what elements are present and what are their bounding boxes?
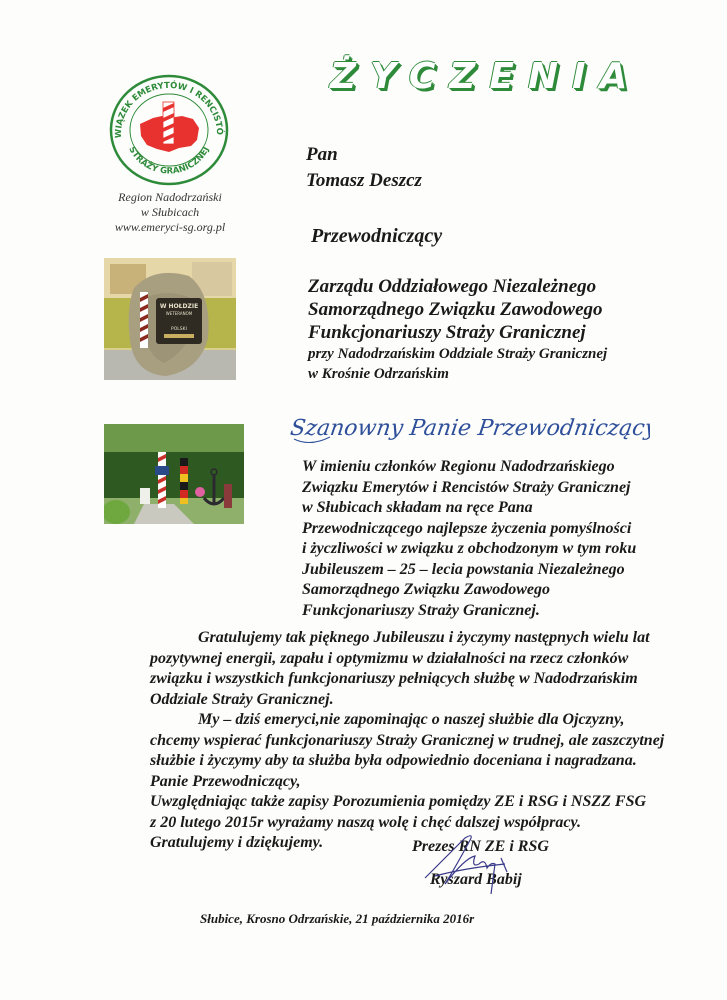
paragraph-line: My – dziś emeryci,nie zapominając o naszej służbie dla Ojczyzny, [198,711,625,728]
paragraph-line: Jubileuszem – 25 – lecia powstania Niezależnego [302,560,625,578]
recipient-position: Przewodniczący [311,225,443,247]
paragraph-line: służbie i życzymy aby ta służba była odpowiednio doceniana i nagradzana. [150,752,637,769]
plaque-text-3: POLSKI [171,327,187,332]
org-line: Funkcjonariuszy Straży Granicznej [308,322,586,343]
association-logo [107,72,231,188]
paragraph-line: Gratulujemy tak pięknego Jubileuszu i życzymy następnych wielu lat [198,629,650,646]
paragraph-line: Oddziale Straży Granicznej. [150,690,334,708]
plaque-text-1: W HOŁDZIE [159,303,199,310]
paragraph-line: pozytywnej energii, zapału i optymizmu w działalności na rzecz członków [150,649,629,667]
paragraph-line: Przewodniczącego najlepsze życzenia pomyślności [302,519,632,537]
region-city: w Słubicach [140,205,200,219]
paragraph-line: Panie Przewodniczący, [150,772,301,790]
org-line: Samorządnego Związku Zawodowego [308,299,603,320]
handwritten-greeting-text: Szanowny Panie Przewodniczący, [290,415,650,441]
org-sub-line: przy Nadodrzańskim Oddziale Straży Granicznej [308,346,608,362]
paragraph-line: W imieniu członków Regionu Nadodrzańskiego [302,458,615,475]
logo-ring-text-bottom: STRAŻY GRANICZNEJ [126,145,212,177]
monument-photo [104,258,236,380]
org-sub-line: w Krośnie Odrzańskim [308,366,449,382]
region-info [95,190,245,235]
paragraph-line: chcemy wspierać funkcjonariuszy Straży Granicznej w trudnej, ale zaszczytnej [150,731,665,749]
region-name: Region Nadodrzański [118,190,222,204]
paragraph-wishes [150,628,690,854]
paragraph-line: i życzliwości w związku z obchodzonym w tym roku [302,540,637,557]
paragraph-line: związku i wszystkich funkcjonariuszy pełniących służbę w Nadodrzańskim [150,670,638,687]
paragraph-line: Gratulujemy i dziękujemy. [150,834,324,851]
signatory-name: Ryszard Babij [430,871,522,888]
region-website[interactable]: www.emeryci-sg.org.pl [114,220,226,234]
paragraph-line: Funkcjonariuszy Straży Granicznej. [302,601,540,619]
striped-post-icon [140,292,148,348]
paragraph-line: Związku Emerytów i Rencistów Straży Granicznej [302,478,631,496]
paragraph-line: w Słubicach składam na ręce Pana [302,499,533,516]
recipient-name: Tomasz Deszcz [306,170,422,191]
signatory-title: Prezes RN ZE i RSG [412,838,549,855]
german-border-post-icon [180,458,188,504]
recipient-salutation: Pan [306,144,338,165]
handwritten-signature [405,828,525,903]
place-and-date: Słubice, Krosno Odrzańskie, 21 października 2016r [200,911,475,926]
org-line: Zarządu Oddziałowego Niezależnego [308,276,597,297]
paragraph-congratulations [302,457,682,621]
paragraph-line: z 20 lutego 2015r wyrażamy naszą wolę i chęć dalszej współpracy. [150,813,581,831]
plaque-text-2: WETERANOM [165,311,193,316]
handwritten-greeting [290,403,650,458]
paragraph-line: Uwzględniając także zapisy Porozumienia pomiędzy ZE i RSG i NSZZ FSG [150,793,647,810]
border-posts-photo [104,424,244,524]
logo-ring-text-top: WIĄZEK EMERYTÓW I RENCISTÓ [113,80,225,139]
recipient-organization [308,275,607,384]
paragraph-line: Samorządnego Związku Zawodowego [302,581,551,598]
border-post-icon [163,102,174,144]
document-title: ŻYCZENIA [330,56,642,97]
